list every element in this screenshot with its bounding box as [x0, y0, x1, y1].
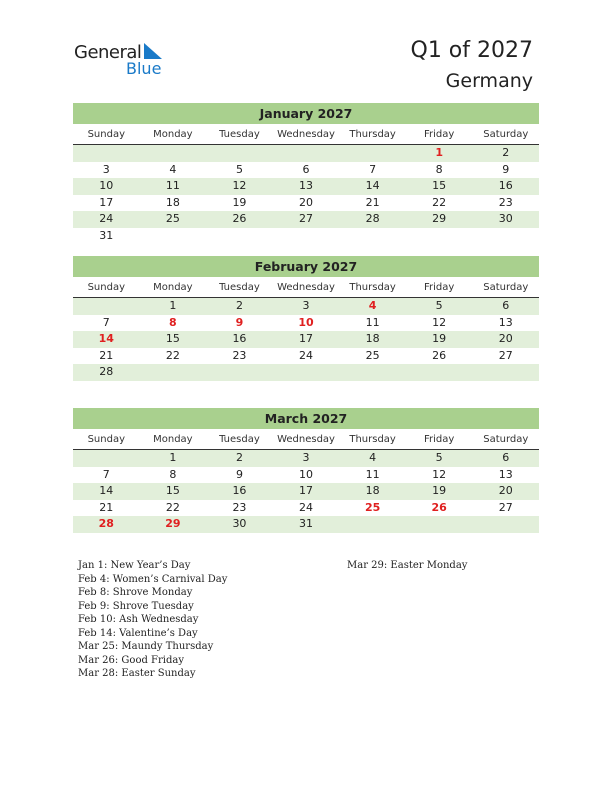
weekday-label: Thursday — [349, 129, 396, 140]
weekday-header-row — [73, 279, 539, 298]
day-cell: 11 — [165, 179, 180, 193]
month-march — [73, 408, 539, 533]
weekday-label: Sunday — [87, 282, 125, 293]
day-cell: 26 — [432, 348, 447, 362]
week-row — [73, 450, 539, 467]
week-row — [73, 195, 539, 212]
empty-day-cell — [73, 298, 140, 315]
day-cell: 3 — [302, 451, 310, 464]
page-title: Q1 of 2027 — [410, 38, 533, 63]
day-cell: 6 — [502, 299, 510, 312]
day-cell: 31 — [99, 228, 114, 242]
empty-day-cell — [339, 364, 406, 381]
day-cell: 22 — [165, 500, 180, 514]
day-cell: 12 — [232, 179, 247, 193]
day-cell: 4 — [368, 299, 377, 312]
holiday-entry: Feb 14: Valentine’s Day — [78, 627, 198, 639]
day-cell: 17 — [299, 332, 314, 346]
holiday-list-left — [78, 559, 227, 681]
empty-day-cell — [206, 228, 273, 245]
weekday-label: Wednesday — [277, 434, 335, 445]
day-cell: 3 — [302, 299, 310, 312]
weekday-label: Tuesday — [219, 282, 260, 293]
month-title: March 2027 — [73, 408, 539, 429]
day-cell: 11 — [365, 467, 380, 481]
weekday-label: Saturday — [483, 282, 529, 293]
day-cell: 23 — [498, 195, 513, 209]
holiday-entry: Feb 10: Ash Wednesday — [78, 614, 199, 625]
empty-day-cell — [206, 364, 273, 381]
day-cell: 19 — [232, 195, 247, 209]
holiday-entry: Mar 28: Easter Sunday — [78, 668, 196, 679]
day-cell: 26 — [431, 500, 447, 514]
day-cell: 21 — [99, 348, 114, 362]
holiday-entry: Feb 8: Shrove Monday — [78, 587, 193, 598]
empty-day-cell — [339, 228, 406, 245]
week-row — [73, 145, 539, 162]
empty-day-cell — [406, 516, 473, 533]
weekday-label: Wednesday — [277, 282, 335, 293]
week-row — [73, 178, 539, 195]
day-cell: 24 — [99, 212, 114, 226]
holiday-entry: Mar 29: Easter Monday — [347, 560, 468, 571]
day-cell: 8 — [169, 467, 177, 481]
empty-day-cell — [472, 228, 539, 245]
logo-text-general: General — [74, 42, 142, 63]
day-cell: 24 — [299, 500, 314, 514]
day-cell: 30 — [232, 517, 247, 531]
week-row — [73, 500, 539, 517]
holiday-entry: Jan 1: New Year’s Day — [78, 560, 191, 571]
day-cell: 13 — [498, 467, 513, 481]
day-cell: 13 — [299, 179, 314, 193]
day-cell: 5 — [435, 299, 443, 312]
day-cell: 14 — [365, 179, 380, 193]
day-cell: 9 — [502, 162, 510, 176]
day-cell: 31 — [299, 517, 314, 531]
month-title: February 2027 — [73, 256, 539, 277]
day-cell: 26 — [232, 212, 247, 226]
empty-day-cell — [73, 450, 140, 467]
month-title: January 2027 — [73, 103, 539, 124]
day-cell: 18 — [165, 195, 180, 209]
empty-day-cell — [406, 228, 473, 245]
week-row — [73, 228, 539, 245]
empty-day-cell — [273, 364, 340, 381]
weekday-label: Friday — [424, 434, 455, 445]
empty-day-cell — [140, 228, 207, 245]
day-cell: 27 — [299, 212, 314, 226]
empty-day-cell — [406, 364, 473, 381]
day-cell: 21 — [365, 195, 380, 209]
logo — [74, 42, 174, 82]
day-cell: 1 — [435, 146, 443, 159]
day-cell: 13 — [498, 315, 513, 329]
empty-day-cell — [73, 145, 140, 162]
day-cell: 28 — [365, 212, 380, 226]
day-cell: 16 — [498, 179, 513, 193]
weekday-label: Friday — [424, 282, 455, 293]
week-row — [73, 211, 539, 228]
day-cell: 27 — [498, 348, 513, 362]
weekday-label: Saturday — [483, 434, 529, 445]
holiday-entry: Mar 25: Maundy Thursday — [78, 641, 214, 652]
week-row — [73, 467, 539, 484]
day-cell: 12 — [432, 315, 447, 329]
day-cell: 17 — [99, 195, 114, 209]
day-cell: 2 — [235, 299, 243, 312]
day-cell: 4 — [369, 451, 377, 464]
day-cell: 18 — [365, 484, 380, 498]
empty-day-cell — [339, 516, 406, 533]
day-cell: 20 — [299, 195, 314, 209]
weekday-label: Sunday — [87, 129, 125, 140]
holiday-entry: Mar 26: Good Friday — [78, 654, 184, 666]
day-cell: 12 — [432, 467, 447, 481]
day-cell: 14 — [98, 332, 114, 346]
weekday-label: Tuesday — [219, 129, 260, 140]
day-cell: 17 — [299, 484, 314, 498]
day-cell: 11 — [365, 315, 380, 329]
day-cell: 15 — [165, 484, 180, 498]
day-cell: 7 — [369, 162, 377, 176]
day-cell: 23 — [232, 500, 247, 514]
day-cell: 29 — [432, 212, 447, 226]
day-cell: 16 — [232, 332, 247, 346]
day-cell: 22 — [165, 348, 180, 362]
day-cell: 20 — [498, 332, 513, 346]
day-cell: 3 — [102, 162, 110, 176]
empty-day-cell — [140, 364, 207, 381]
empty-day-cell — [206, 145, 273, 162]
week-row — [73, 364, 539, 381]
week-row — [73, 516, 539, 533]
day-cell: 28 — [99, 365, 114, 379]
week-row — [73, 298, 539, 315]
weekday-label: Saturday — [483, 129, 529, 140]
day-cell: 25 — [365, 348, 380, 362]
day-cell: 29 — [165, 517, 181, 531]
day-cell: 1 — [169, 451, 177, 464]
day-cell: 10 — [99, 179, 114, 193]
empty-day-cell — [140, 145, 207, 162]
day-cell: 25 — [364, 500, 381, 514]
day-cell: 9 — [235, 315, 244, 329]
day-cell: 8 — [435, 162, 443, 176]
day-cell: 27 — [498, 500, 513, 514]
day-cell: 4 — [169, 162, 177, 176]
day-cell: 22 — [432, 195, 447, 209]
day-cell: 25 — [165, 212, 180, 226]
day-cell: 16 — [232, 484, 247, 498]
day-cell: 1 — [169, 299, 177, 312]
day-cell: 7 — [102, 315, 110, 329]
day-cell: 30 — [498, 212, 513, 226]
day-cell: 15 — [432, 179, 447, 193]
weekday-label: Thursday — [349, 434, 396, 445]
day-cell: 21 — [99, 500, 114, 514]
day-cell: 6 — [302, 162, 310, 176]
week-row — [73, 348, 539, 365]
day-cell: 18 — [365, 332, 380, 346]
empty-day-cell — [472, 516, 539, 533]
day-cell: 10 — [298, 315, 314, 329]
empty-day-cell — [339, 145, 406, 162]
country-name: Germany — [445, 70, 533, 92]
weekday-label: Monday — [153, 129, 193, 140]
day-cell: 14 — [99, 484, 114, 498]
day-cell: 19 — [432, 484, 447, 498]
weekday-label: Tuesday — [219, 434, 260, 445]
day-cell: 10 — [299, 467, 314, 481]
day-cell: 6 — [502, 451, 510, 464]
weekday-label: Friday — [424, 129, 455, 140]
day-cell: 8 — [169, 315, 177, 329]
day-cell: 28 — [98, 517, 114, 531]
day-cell: 15 — [165, 332, 180, 346]
day-cell: 2 — [235, 451, 243, 464]
weekday-header-row — [73, 126, 539, 145]
logo-text-blue: Blue — [126, 59, 162, 78]
day-cell: 23 — [232, 348, 247, 362]
holiday-list-right — [347, 559, 467, 573]
week-row — [73, 315, 539, 332]
weekday-label: Monday — [153, 282, 193, 293]
day-cell: 24 — [299, 348, 314, 362]
weekday-label: Sunday — [87, 434, 125, 445]
month-february — [73, 256, 539, 381]
day-cell: 2 — [502, 146, 510, 159]
day-cell: 5 — [435, 451, 443, 464]
month-january — [73, 103, 539, 245]
day-cell: 7 — [102, 467, 110, 481]
weekday-label: Monday — [153, 434, 193, 445]
weekday-label: Thursday — [349, 282, 396, 293]
week-row — [73, 162, 539, 179]
week-row — [73, 331, 539, 348]
day-cell: 19 — [432, 332, 447, 346]
day-cell: 5 — [235, 162, 243, 176]
day-cell: 20 — [498, 484, 513, 498]
week-row — [73, 483, 539, 500]
weekday-label: Wednesday — [277, 129, 335, 140]
empty-day-cell — [273, 145, 340, 162]
holiday-entry: Feb 9: Shrove Tuesday — [78, 600, 194, 612]
weekday-header-row — [73, 431, 539, 450]
holiday-entry: Feb 4: Women’s Carnival Day — [78, 573, 228, 585]
day-cell: 9 — [235, 467, 243, 481]
empty-day-cell — [273, 228, 340, 245]
empty-day-cell — [472, 364, 539, 381]
